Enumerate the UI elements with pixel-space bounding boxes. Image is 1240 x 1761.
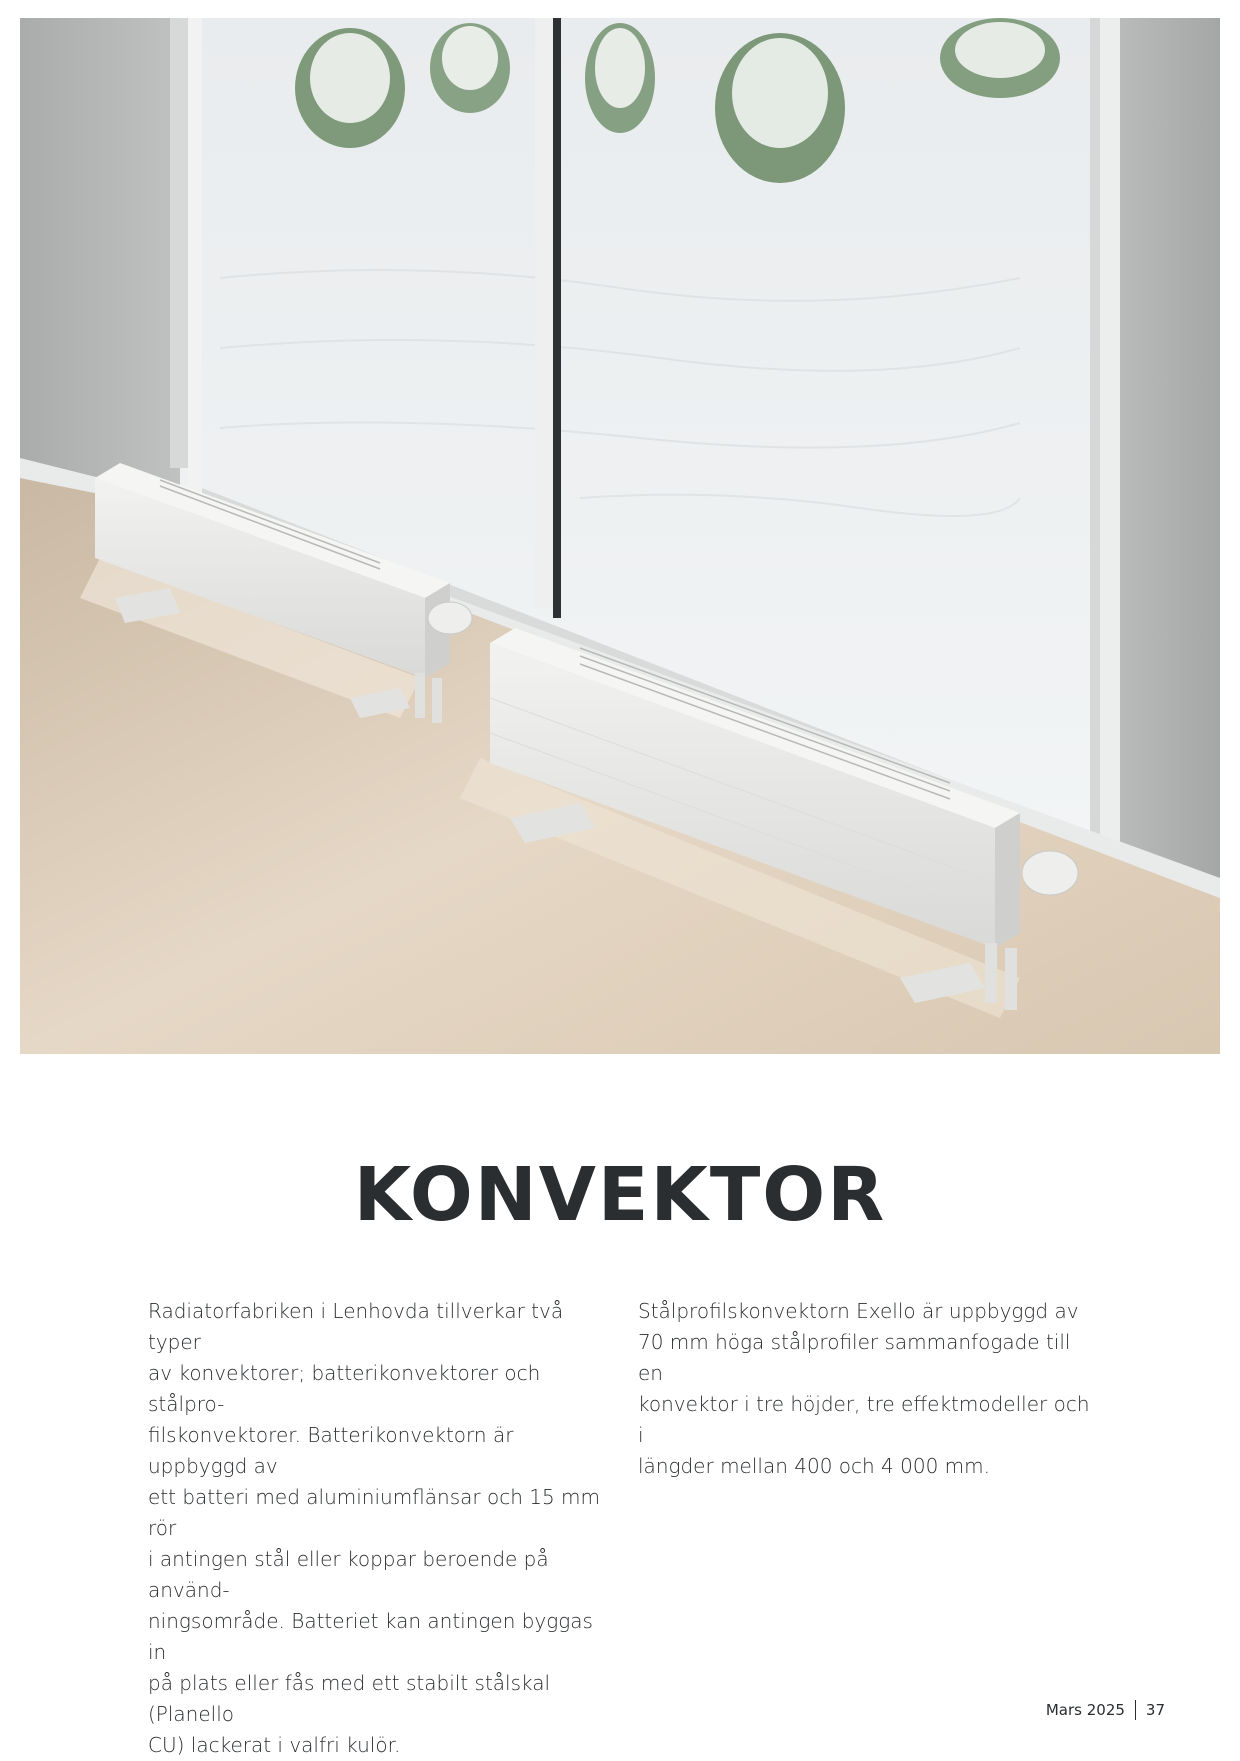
body-line: längder mellan 400 och 4 000 mm. bbox=[638, 1454, 990, 1478]
hero-photo bbox=[20, 18, 1220, 1054]
page-footer bbox=[1046, 1700, 1165, 1720]
footer-divider bbox=[1135, 1700, 1136, 1720]
page-number: 37 bbox=[1145, 1701, 1165, 1719]
body-line: ningsområde. Batteriet kan antingen byggas in bbox=[148, 1609, 593, 1664]
body-line: 70 mm höga stålprofiler sammanfogade till en bbox=[638, 1330, 1071, 1385]
body-line: av konvektorer; batterikonvektorer och stålpro- bbox=[148, 1361, 541, 1416]
page-title: KONVEKTOR bbox=[353, 1152, 887, 1238]
body-right-column bbox=[638, 1296, 1098, 1482]
body-line: filskonvektorer. Batterikonvektorn är uppbyggd av bbox=[148, 1423, 514, 1478]
body-line: på plats eller fås med ett stabilt stålskal (Planello bbox=[148, 1671, 551, 1726]
body-line: ett batteri med aluminiumflänsar och 15 mm rör bbox=[148, 1485, 601, 1540]
body-line: i antingen stål eller koppar beroende på använd- bbox=[148, 1547, 549, 1602]
body-line: Stålprofilskonvektorn Exello är uppbyggd av bbox=[638, 1299, 1079, 1323]
body-left-column bbox=[148, 1296, 608, 1761]
footer-date: Mars 2025 bbox=[1045, 1701, 1125, 1719]
body-line: konvektor i tre höjder, tre effektmodeller och i bbox=[638, 1392, 1090, 1447]
body-line: CU) lackerat i valfri kulör. bbox=[148, 1733, 401, 1757]
convector-photo bbox=[20, 18, 1220, 1054]
body-line: Radiatorfabriken i Lenhovda tillverkar två typer bbox=[148, 1299, 564, 1354]
